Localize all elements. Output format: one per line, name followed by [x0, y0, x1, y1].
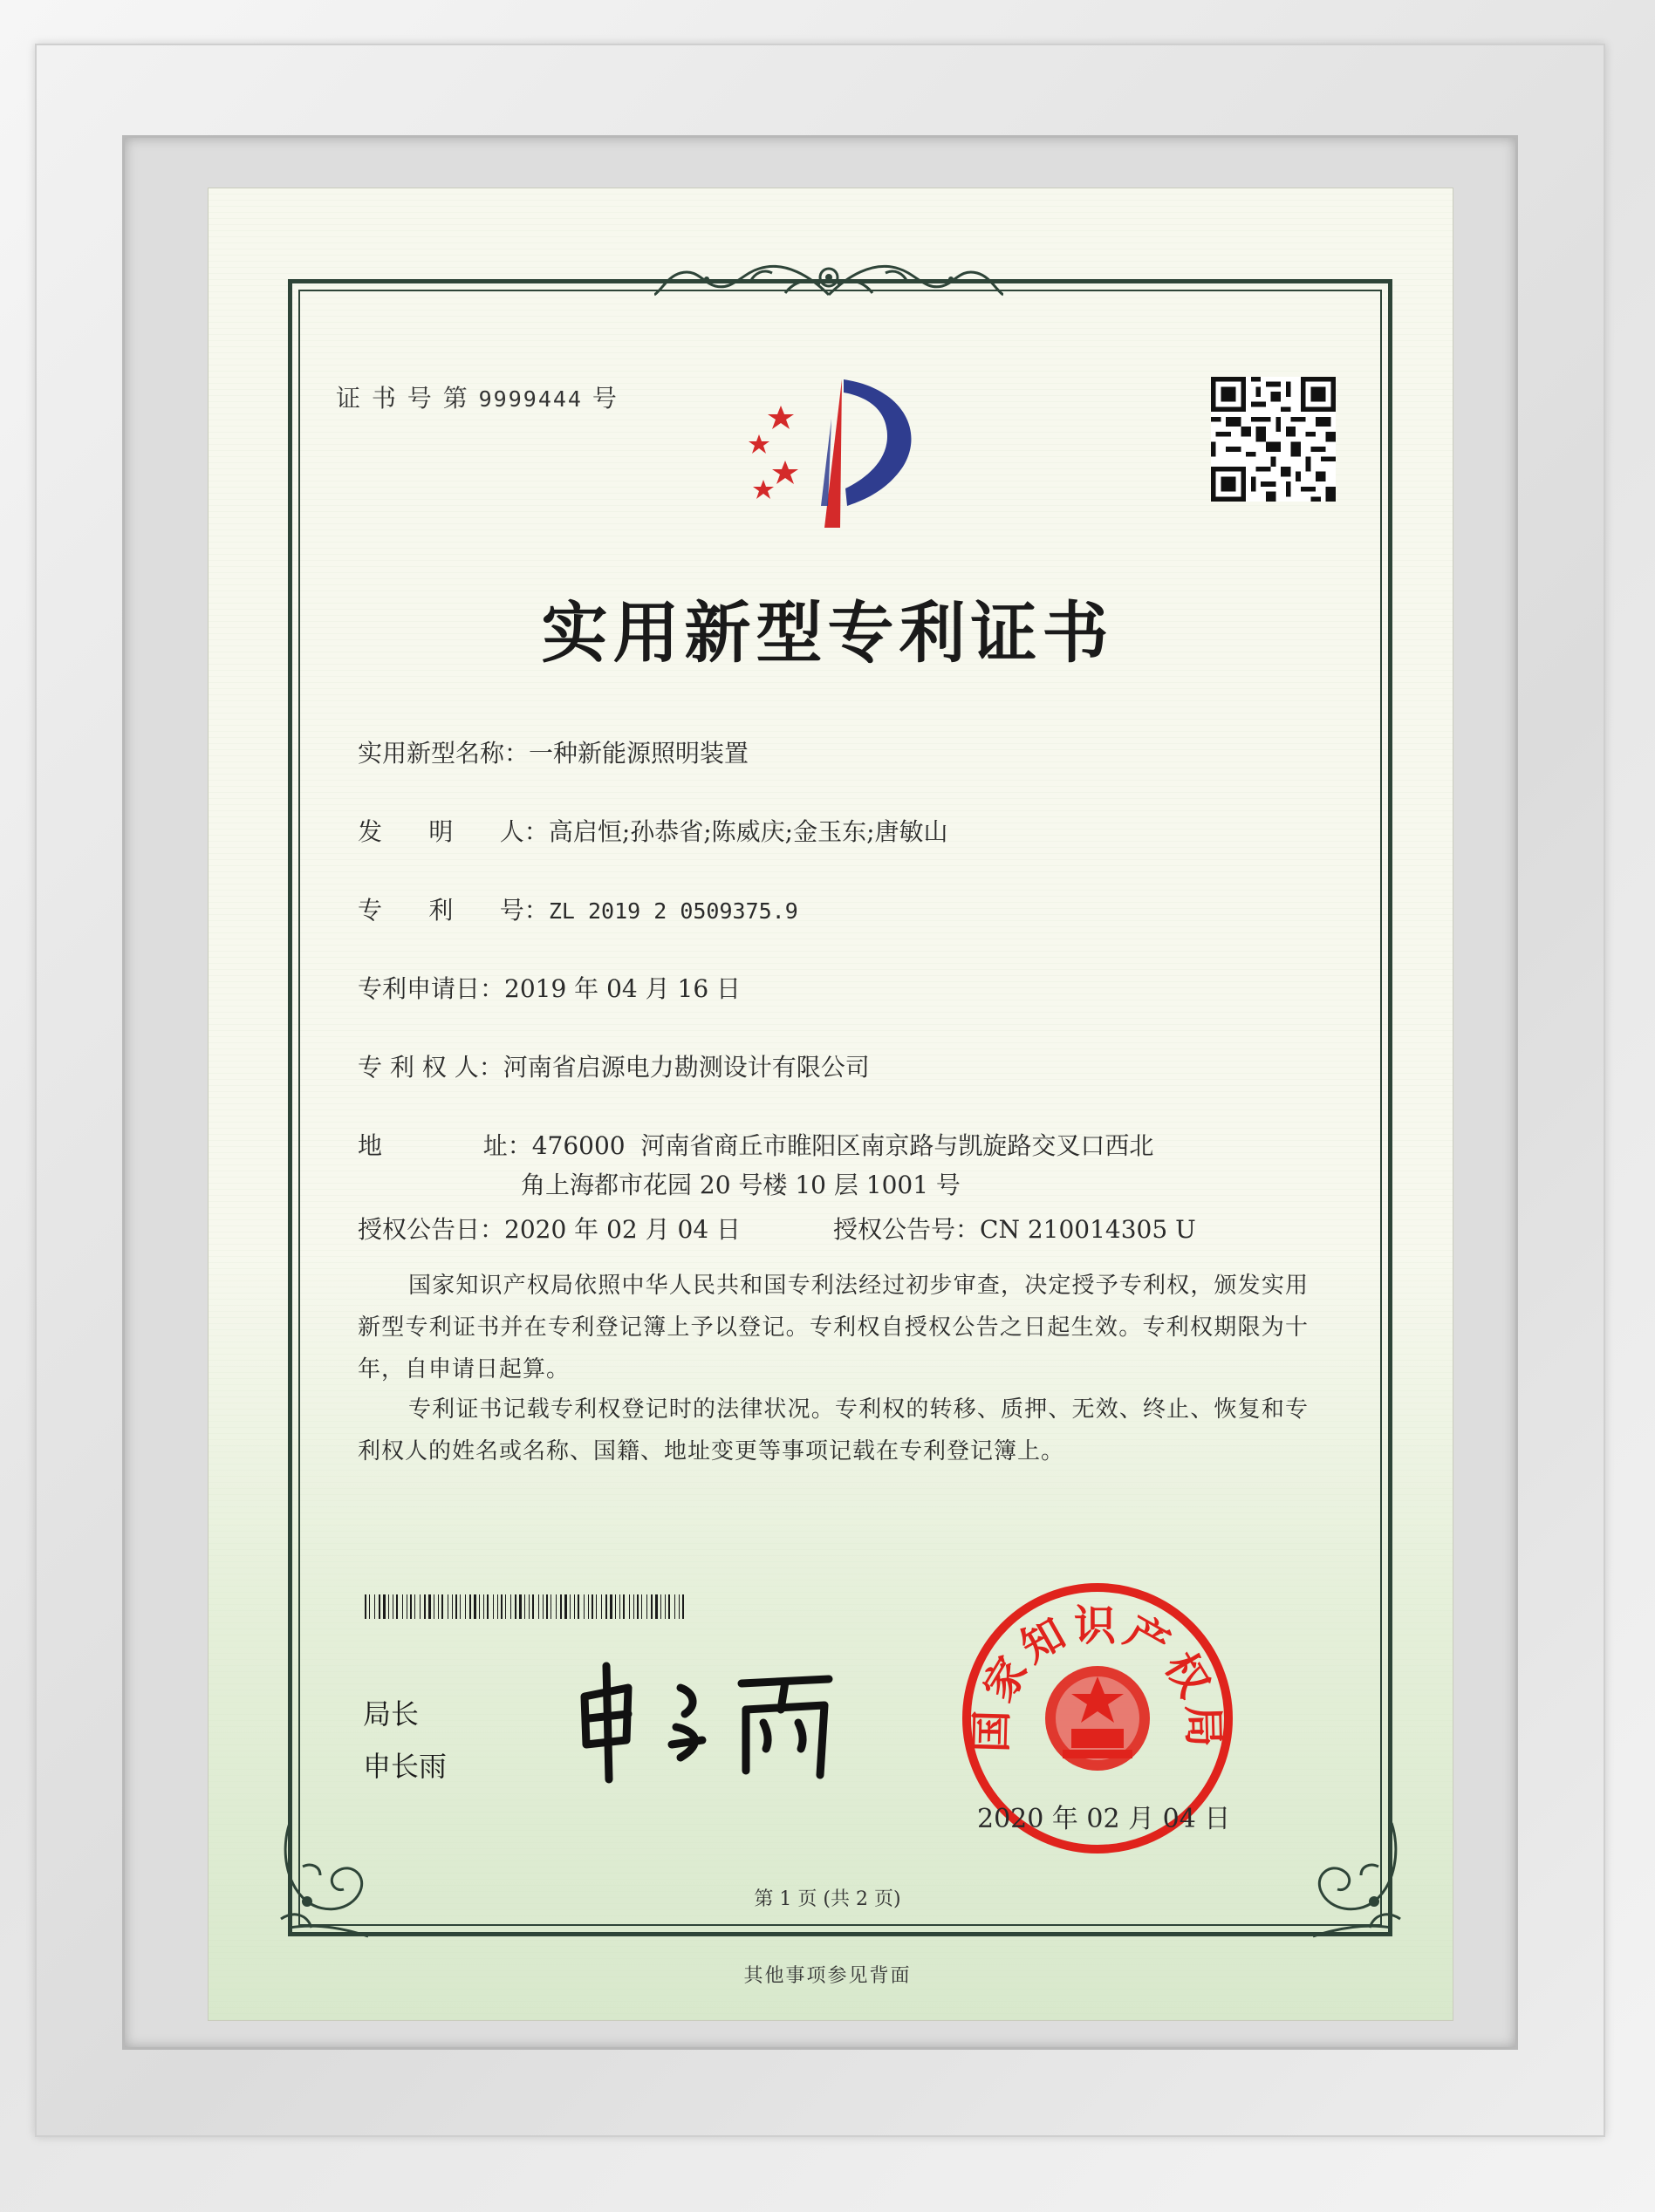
field-address-label: 地 址：: [358, 1131, 532, 1160]
field-grant-date: [358, 1211, 741, 1246]
field-patent-holder-label: 专 利 权 人：: [358, 1053, 503, 1082]
body-paragraph-1: 国家知识产权局依照中华人民共和国专利法经过初步审查，决定授予专利权，颁发实用新型专利证书并在专利登记簿上予以登记。专利权自授权公告之日起生效。专利权期限为十年，自申请日起算。: [358, 1273, 1309, 1382]
seal-date: 2020 年 02 月 04 日: [977, 1804, 1231, 1834]
qr-code: [1211, 377, 1336, 502]
certificate-title: 实用新型专利证书: [541, 594, 1114, 672]
certificate-number-suffix: 号: [592, 384, 619, 413]
footer-note: 其他事项参见背面: [743, 1965, 912, 1987]
bottom-left-ornament: [272, 1814, 403, 1945]
certificate-number: [336, 379, 619, 414]
field-grant-number-value: CN 210014305 U: [980, 1215, 1196, 1244]
seal-text: 国家知识产权局: [967, 1601, 1228, 1753]
field-grant-date-value: 2020 年 02 月 04 日: [504, 1215, 742, 1244]
field-address-line2: 角上海都市花园 20 号楼 10 层 1001 号: [521, 1171, 961, 1199]
field-grant-date-label: 授权公告日：: [358, 1215, 505, 1244]
director-title: 局长: [363, 1697, 420, 1731]
field-grant-number: [833, 1211, 1196, 1246]
director-name: 申长雨: [363, 1750, 448, 1783]
field-inventors-label: 发 明 人：: [358, 817, 549, 846]
cnipa-logo: [737, 366, 938, 532]
field-inventors: [358, 813, 948, 848]
field-address-line1: 476000 河南省商丘市睢阳区南京路与凯旋路交叉口西北: [531, 1131, 1154, 1160]
barcode: [365, 1594, 687, 1619]
field-patent-number: [358, 891, 798, 926]
field-filing-date: [358, 970, 741, 1005]
field-patent-holder-value: 河南省启源电力勘测设计有限公司: [503, 1053, 870, 1082]
field-patent-number-value: ZL 2019 2 0509375.9: [548, 898, 798, 924]
field-patent-holder: [358, 1048, 870, 1083]
field-grant-number-label: 授权公告号：: [833, 1215, 981, 1244]
field-patent-number-label: 专 利 号：: [358, 896, 549, 925]
top-ornament: [654, 242, 1003, 312]
bottom-right-ornament: [1278, 1814, 1409, 1945]
field-inventors-value: 高启恒;孙恭省;陈威庆;金玉东;唐敏山: [548, 817, 948, 846]
field-name-label: 实用新型名称：: [358, 739, 530, 768]
body-paragraph-2: 专利证书记载专利权登记时的法律状况。专利权的转移、质押、无效、终止、恢复和专利权人的姓名或名称、国籍、地址变更等事项记载在专利登记簿上。: [358, 1396, 1309, 1464]
field-name: [358, 734, 749, 769]
field-filing-date-label: 专利申请日：: [358, 974, 505, 1003]
field-name-value: 一种新能源照明装置: [529, 739, 749, 768]
certificate-number-prefix: 证 书 号 第: [336, 384, 469, 413]
page-indicator: 第 1 页 (共 2 页): [754, 1888, 901, 1910]
field-filing-date-value: 2019 年 04 月 16 日: [504, 974, 742, 1003]
director-signature: [567, 1657, 846, 1788]
certificate-number-value: 9999444: [478, 386, 583, 412]
field-address: [358, 1127, 1153, 1162]
